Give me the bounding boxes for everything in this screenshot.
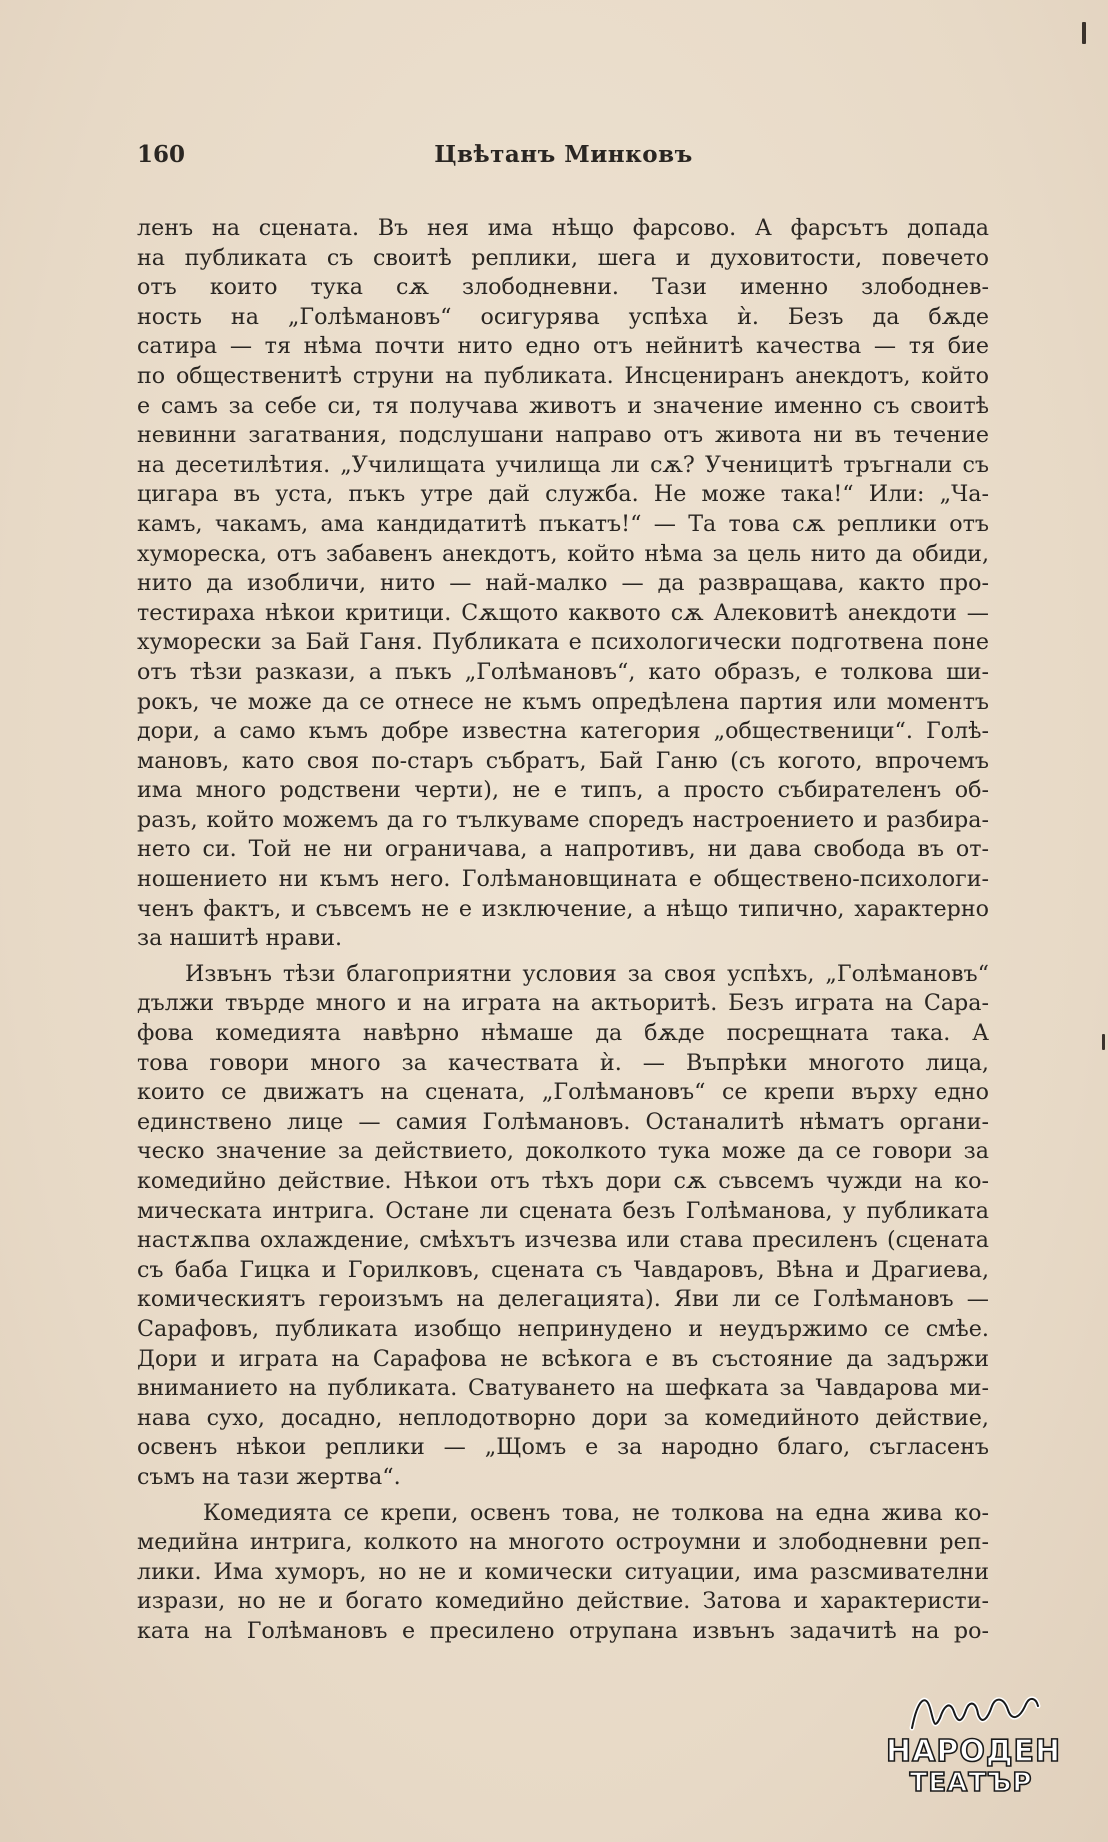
text-line: отъ които тука сѫ злободневни. Тази именно злободнев-: [137, 274, 989, 301]
text-line: ность на „Голѣмановъ“ осигурява успѣха ѝ. Безъ да бѫде: [137, 303, 989, 330]
text-line: хумореска, отъ забавенъ анекдотъ, който нѣма за цель нито да обиди,: [137, 540, 989, 567]
text-line: Извънъ тѣзи благоприятни условия за своя успѣхъ, „Голѣмановъ“: [185, 960, 989, 987]
text-line: сатира — тя нѣма почти нито едно отъ нейнитѣ качества — тя бие: [137, 333, 989, 360]
text-line: това говори много за качествата ѝ. — Въпрѣки многото лица,: [137, 1049, 989, 1076]
text-line: тестираха нѣкои критици. Сѫщото каквото сѫ Алековитѣ анекдоти —: [137, 599, 989, 626]
national-theatre-logo: [886, 1684, 1062, 1804]
text-line: ленъ на сцената. Въ нея има нѣщо фарсово. А фарсътъ допада: [137, 215, 989, 241]
text-line: Дори и играта на Сарафова не всѣкога е въ състояние да задържи: [137, 1345, 989, 1372]
logo-text-line2: ТЕАТЪР: [909, 1768, 1033, 1798]
text-line: отъ тѣзи разкази, а пъкъ „Голѣмановъ“, като образъ, е толкова ши-: [137, 658, 989, 685]
text-line: освенъ нѣкои реплики — „Щомъ е за народно благо, съгласенъ: [137, 1434, 989, 1461]
scan-mark-top-right: [1082, 22, 1086, 44]
text-line: лики. Има хуморъ, но не и комически ситуации, има разсмивателни: [137, 1558, 989, 1585]
text-line: на десетилѣтия. „Училищата училища ли сѫ? Ученицитѣ тръгнали съ: [137, 451, 989, 478]
text-line: изрази, но не и богато комедийно действие. Затова и характеристи-: [137, 1588, 989, 1615]
text-line: нито да изобличи, нито — най-малко — да развращава, както про-: [137, 570, 989, 597]
text-line: нето си. Той не ни ограничава, а напротивъ, ни дава свобода въ от-: [137, 836, 989, 863]
text-line: цигара въ уста, пъкъ утре дай служба. Не може така!“ Или: „Ча-: [137, 481, 989, 508]
text-line: разъ, който можемъ да го тълкуваме споредъ настроението и разбира-: [137, 806, 989, 833]
page-number: 160: [137, 141, 186, 168]
text-line: единствено лице — самия Голѣмановъ. Останалитѣ нѣматъ органи-: [137, 1108, 989, 1135]
text-line: невинни загатвания, подслушани направо отъ живота ни въ течение: [137, 422, 989, 449]
text-line: има много родствени черти), не е типъ, а просто събирателенъ об-: [137, 777, 989, 804]
text-line: Сарафовъ, публиката изобщо непринудено и неудържимо се смѣе.: [137, 1315, 989, 1342]
text-line: е самъ за себе си, тя получава животъ и значение именно съ своитѣ: [137, 392, 989, 419]
logo-text-line1: НАРОДЕН: [886, 1734, 1062, 1769]
text-line: нава сухо, досадно, неплодотворно дори за комедийното действие,: [137, 1404, 989, 1431]
signature-mark: [904, 1688, 1044, 1736]
text-line: за нашитѣ нрави.: [137, 925, 343, 952]
text-line: ношението ни къмъ него. Голѣмановщината е обществено-психологи-: [137, 866, 989, 893]
page-header: [137, 141, 990, 175]
text-line: фова комедията навѣрно нѣмаше да бѫде посрещната така. А: [137, 1020, 989, 1047]
text-line: ческо значение за действието, доколкото тука може да се говори за: [137, 1138, 989, 1165]
text-line: мическата интрига. Остане ли сцената безъ Голѣманова, у публиката: [137, 1197, 989, 1224]
text-line: ченъ фактъ, и съвсемъ не е изключение, а нѣщо типично, характерно: [137, 895, 989, 922]
body-text: [137, 214, 989, 1647]
text-line: камъ, чакамъ, ама кандидатитѣ пъкатъ!“ — Та това сѫ реплики отъ: [137, 510, 989, 537]
text-line: на публиката съ своитѣ реплики, шега и духовитости, повечето: [137, 244, 989, 271]
scan-mark-right-edge: [1102, 1034, 1105, 1050]
text-line: вниманието на публиката. Сватуването на шефката за Чавдарова ми-: [137, 1375, 989, 1402]
text-line: рокъ, че може да се отнесе не къмъ опредѣлена партия или моментъ: [137, 688, 989, 715]
text-line: комедийно действие. Нѣкои отъ тѣхъ дори сѫ съвсемъ чужди на ко-: [137, 1168, 989, 1194]
text-line: Комедията се крепи, освенъ това, не толкова на една жива ко-: [203, 1499, 989, 1526]
text-line: ката на Голѣмановъ е пресилено отрупана извънъ задачитѣ на ро-: [137, 1617, 989, 1644]
running-title: Цвѣтанъ Минковъ: [434, 141, 693, 168]
text-line: дължи твърде много и на играта на актьоритѣ. Безъ играта на Сара-: [137, 990, 989, 1017]
text-line: съмъ на тази жертва“.: [137, 1463, 401, 1490]
text-line: дори, а само къмъ добре известна категория „общественици“. Голѣ-: [137, 718, 989, 745]
text-line: мановъ, като своя по-старъ събратъ, Бай Ганю (съ когото, впрочемъ: [137, 747, 989, 774]
text-line: комическиятъ героизъмъ на делегацията). Яви ли се Голѣмановъ —: [137, 1286, 989, 1313]
text-line: съ баба Гицка и Горилковъ, сцената съ Чавдаровъ, Вѣна и Драгиева,: [137, 1256, 989, 1283]
text-line: медийна интрига, колкото на многото остроумни и злободневни реп-: [137, 1529, 989, 1556]
text-line: хуморески за Бай Ганя. Публиката е психологически подготвена поне: [137, 629, 989, 656]
text-line: по общественитѣ струни на публиката. Инсцениранъ анекдотъ, който: [137, 362, 989, 389]
text-line: които се движатъ на сцената, „Голѣмановъ“ се крепи върху едно: [137, 1079, 989, 1106]
text-line: настѫпва охлаждение, смѣхътъ изчезва или става пресиленъ (сцената: [137, 1227, 989, 1254]
